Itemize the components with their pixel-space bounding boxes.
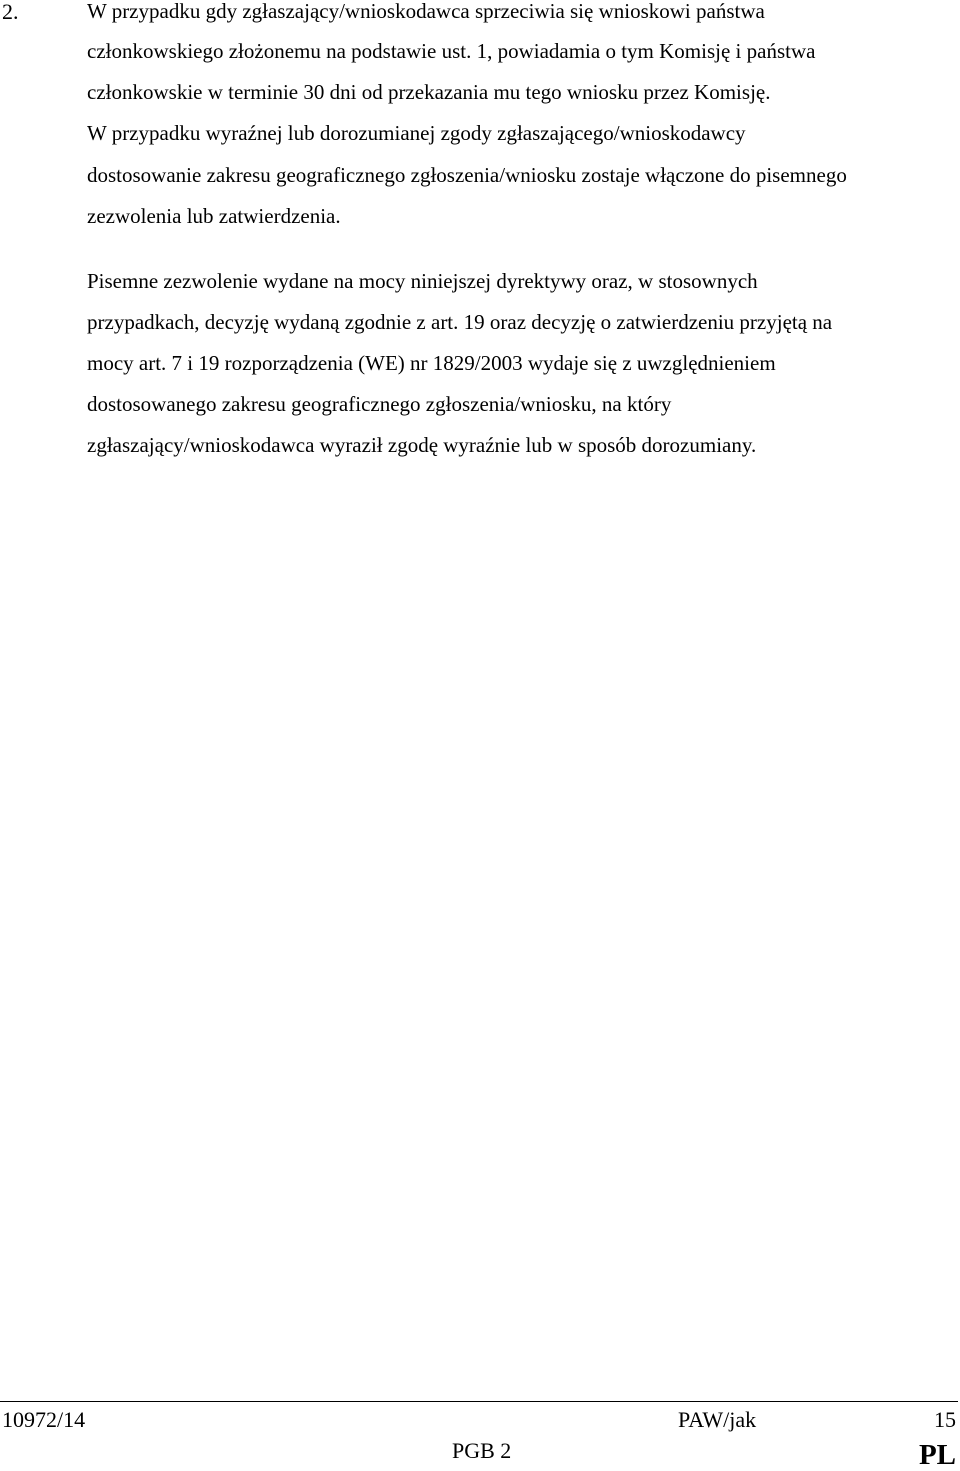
paragraph-line: dostosowanego zakresu geograficznego zgłoszenia/wniosku, na który (87, 392, 672, 416)
page-number: 15 (934, 1407, 956, 1432)
directorate-code: PGB 2 (452, 1438, 512, 1463)
document-number: 10972/14 (2, 1407, 86, 1432)
paragraph-line: Pisemne zezwolenie wydane na mocy niniejszej dyrektywy oraz, w stosownych (87, 269, 758, 293)
paragraph-line: członkowskie w terminie 30 dni od przekazania mu tego wniosku przez Komisję. (87, 80, 771, 104)
paragraph-line: przypadkach, decyzję wydaną zgodnie z art. 19 oraz decyzję o zatwierdzeniu przyjętą na (87, 310, 833, 334)
language-code: PL (918, 1439, 956, 1471)
paragraph-line: zgłaszający/wnioskodawca wyraził zgodę wyraźnie lub w sposób dorozumiany. (87, 433, 757, 457)
paragraph-line: W przypadku wyraźnej lub dorozumianej zgody zgłaszającego/wnioskodawcy (87, 121, 746, 145)
author-initials: PAW/jak (678, 1407, 757, 1432)
footer-divider (0, 1401, 958, 1402)
paragraph-line: członkowskiego złożonemu na podstawie ust. 1, powiadamia o tym Komisję i państwa (87, 39, 816, 63)
paragraph-line: mocy art. 7 i 19 rozporządzenia (WE) nr 1829/2003 wydaje się z uwzględnieniem (87, 351, 776, 375)
item-number: 2. (2, 0, 19, 24)
paragraph-line: W przypadku gdy zgłaszający/wnioskodawca sprzeciwia się wnioskowi państwa (87, 0, 765, 23)
paragraph-line: dostosowanie zakresu geograficznego zgłoszenia/wniosku zostaje włączone do pisemnego (87, 163, 847, 187)
paragraph-line: zezwolenia lub zatwierdzenia. (87, 204, 341, 228)
